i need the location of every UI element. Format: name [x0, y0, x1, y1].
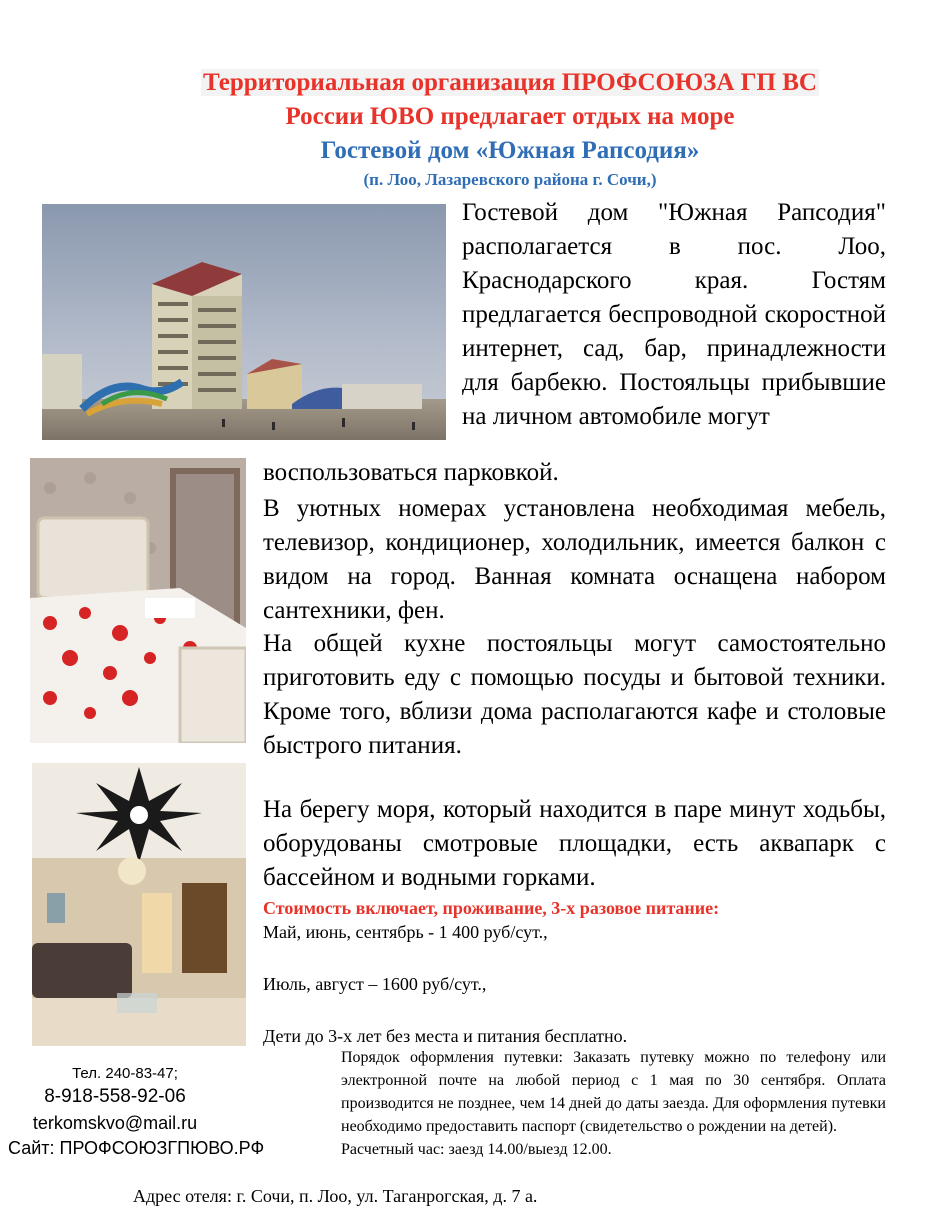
contact-site[interactable]: Сайт: ПРОФСОЮЗГПЮВО.РФ	[8, 1138, 265, 1158]
booking-terms	[341, 1046, 886, 1161]
location-text: п. Лоо, Лазаревского района г. Сочи,)	[369, 170, 657, 189]
paragraph-kitchen: На общей кухне постояльцы могут самостоятельно приготовить еду с помощью посуды и бытовой техники. Кроме того, вблизи дома располагаются кафе и столовые быстрого питания.	[263, 630, 886, 759]
subtitle: Гостевой дом «Южная Рапсодия»	[320, 137, 700, 164]
contact-phone-2: 8-918-558-92-06	[44, 1086, 186, 1107]
location-prefix: (	[363, 170, 370, 189]
contact-email[interactable]: terkomskvo@mail.ru	[32, 1113, 198, 1133]
hall-photo	[32, 763, 246, 1046]
title	[150, 66, 870, 134]
booking-text: Порядок оформления путевки: Заказать путевку можно по телефону или электронной почте на любой период с 1 мая по 30 сентября. Оплата производится не позднее, чем 14 дней до даты заезда. Для оформления путевки необходимо предоставить паспорт (свидетельство о рождении на детей).	[341, 1049, 886, 1135]
title-line-1: Территориальная организация ПРОФСОЮЗА ГП ВС	[203, 69, 817, 96]
checkin-time: Расчетный час: заезд 14.00/выезд 12.00.	[341, 1141, 612, 1158]
paragraph-rooms: В уютных номерах установлена необходимая мебель, телевизор, кондиционер, холодильник, имеется балкон с видом на город. Ванная комната оснащена набором сантехники, фен.	[263, 495, 886, 624]
pricing-line-2: Июль, август – 1600 руб/сут.,	[263, 974, 487, 994]
pricing-line-1: Май, июнь, сентябрь - 1 400 руб/сут.,	[263, 922, 548, 942]
paragraph-intro: Гостевой дом "Южная Рапсодия" располагается в пос. Лоо, Краснодарского края. Гостям предлагается беспроводной скоростной интернет, сад, бар, принадлежности для барбекю. Постояльцы прибывшие на личном автомобиле могут	[462, 199, 886, 430]
hotel-address: Адрес отеля: г. Сочи, п. Лоо, ул. Таганрогская, д. 7 а.	[133, 1186, 538, 1206]
paragraph-beach: На берегу моря, который находится в паре минут ходьбы, оборудованы смотровые площадки, есть аквапарк с бассейном и водными горками.	[263, 796, 886, 891]
title-line-2: России ЮВО предлагает отдых на море	[285, 103, 735, 130]
bedroom-photo	[30, 458, 246, 743]
location	[150, 168, 870, 192]
pricing-line-3: Дети до 3-х лет без места и питания бесплатно.	[263, 1026, 628, 1046]
paragraph-intro-end: воспользоваться парковкой.	[263, 459, 559, 486]
contact-phone-1: Тел. 240-83-47;	[72, 1065, 178, 1082]
hotel-building-photo	[42, 204, 446, 440]
pricing-heading: Стоимость включает, проживание, 3-х разовое питание:	[263, 898, 720, 918]
